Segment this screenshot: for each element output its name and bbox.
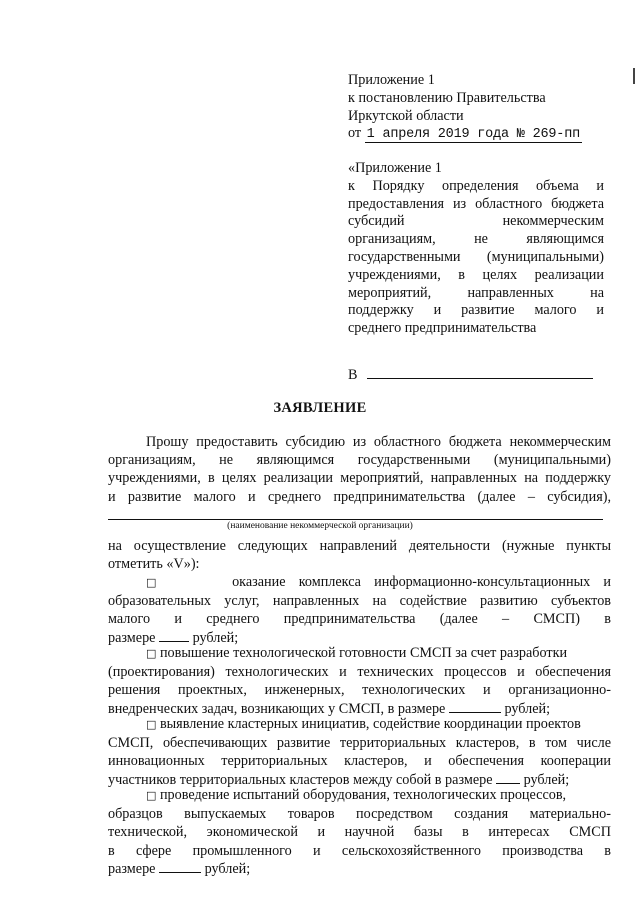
directions-line: отметить «V»): — [108, 556, 200, 573]
direction-item-3 — [108, 715, 611, 789]
direction-item-4 — [108, 786, 611, 878]
organization-name-blank[interactable] — [108, 519, 603, 520]
item-line: решения проектных, инженерных, технологических и организационно- — [108, 682, 611, 699]
item-text: оказание комплекса информационно-консультационных и — [232, 574, 611, 590]
header-line-1: Приложение 1 — [348, 72, 435, 88]
amount-suffix: рублей; — [504, 700, 551, 717]
item-line: образцов выпускаемых товаров посредством создания материально- — [108, 806, 611, 823]
edge-mark — [633, 68, 635, 84]
appendix-title: «Приложение 1 — [348, 160, 442, 176]
addressee-blank[interactable] — [367, 366, 593, 379]
amount-blank[interactable] — [496, 772, 520, 784]
intro-line: организациям, не являющимся государственными (муниципальными) — [108, 452, 611, 469]
amount-label: участников территориальных кластеров между собой в размере — [108, 771, 493, 788]
item-line: технической, экономической и научной базы в интересах СМСП — [108, 824, 611, 841]
appendix-line: предоставления из областного бюджета — [348, 195, 604, 212]
header-line-2: к постановлению Правительства — [348, 89, 546, 106]
item-first-line — [108, 573, 611, 592]
intro-paragraph — [108, 433, 611, 506]
appendix-line: поддержку и развитие малого и — [348, 302, 604, 319]
addressee-line — [348, 366, 593, 384]
intro-line: и развитие малого и среднего предпринимательства (далее – субсидия), — [108, 488, 611, 505]
amount-label: размере — [108, 629, 156, 646]
appendix-line: субсидий некоммерческим — [348, 213, 604, 230]
item-text: повышение технологической готовности СМСП за счет разработки — [159, 645, 568, 661]
item-line: (проектирования) технологических и технических процессов и обеспечения — [108, 664, 611, 681]
amount-label: внедренческих задач, возникающих у СМСП, в размере — [108, 700, 446, 717]
item-amount-line — [108, 860, 611, 878]
item-line: в сфере промышленного и сельскохозяйственного производства в — [108, 842, 611, 859]
appendix-line: государственными (муниципальными) — [348, 248, 604, 265]
header-line-3: Иркутской области — [348, 107, 464, 124]
appendix-line: к Порядку определения объема и — [348, 177, 604, 194]
amount-suffix: рублей; — [204, 860, 251, 877]
appendix-line: среднего предпринимательства — [348, 320, 537, 337]
appendix-line: учреждениями, в целях реализации — [348, 266, 604, 283]
direction-item-1 — [108, 573, 611, 647]
direction-item-2 — [108, 644, 611, 718]
item-first-line — [108, 715, 611, 734]
appendix-line: организациям, не являющимся — [348, 231, 604, 248]
intro-line: Прошу предоставить субсидию из областного бюджета некоммерческим — [146, 434, 611, 450]
directions-paragraph — [108, 537, 611, 573]
date-value: 1 апреля 2019 года № 269-пп — [366, 127, 580, 143]
amount-blank[interactable] — [159, 630, 189, 642]
amount-label: размере — [108, 860, 156, 877]
checkbox-icon[interactable]: □ — [146, 576, 167, 589]
header-date-line — [348, 125, 610, 144]
organization-caption: (наименование некоммерческой организации) — [227, 521, 413, 531]
item-first-line — [108, 786, 611, 805]
amount-blank[interactable] — [159, 861, 201, 873]
amount-suffix: рублей; — [523, 771, 570, 788]
amount-suffix: рублей; — [192, 629, 239, 646]
header-block — [348, 72, 610, 144]
checkbox-icon[interactable]: □ — [146, 718, 157, 731]
date-prefix: от — [348, 125, 362, 142]
checkbox-icon[interactable]: □ — [146, 647, 157, 660]
item-line: СМСП, обеспечивающих развитие территориальных кластеров, в том числе — [108, 735, 611, 752]
item-line: образовательных услуг, направленных на содействие развитию субъектов — [108, 593, 611, 610]
item-text: проведение испытаний оборудования, технологических процессов, — [159, 787, 567, 803]
directions-line: на осуществление следующих направлений деятельности (нужные пункты — [108, 538, 611, 554]
item-text: выявление кластерных инициатив, содействие координации проектов — [159, 716, 581, 732]
item-first-line — [108, 644, 611, 663]
document-title: ЗАЯВЛЕНИЕ — [273, 400, 367, 416]
item-line: малого и среднего предпринимательства (далее – СМСП) в — [108, 611, 611, 628]
item-line: инновационных территориальных кластеров, и обеспечения кооперации — [108, 753, 611, 770]
intro-line: учреждениями, в целях реализации мероприятий, направленных на поддержку — [108, 470, 611, 487]
addressee-prefix: В — [348, 367, 358, 383]
appendix-block — [348, 160, 604, 338]
amount-blank[interactable] — [449, 701, 501, 713]
appendix-line: мероприятий, направленных на — [348, 284, 604, 301]
checkbox-icon[interactable]: □ — [146, 789, 157, 802]
